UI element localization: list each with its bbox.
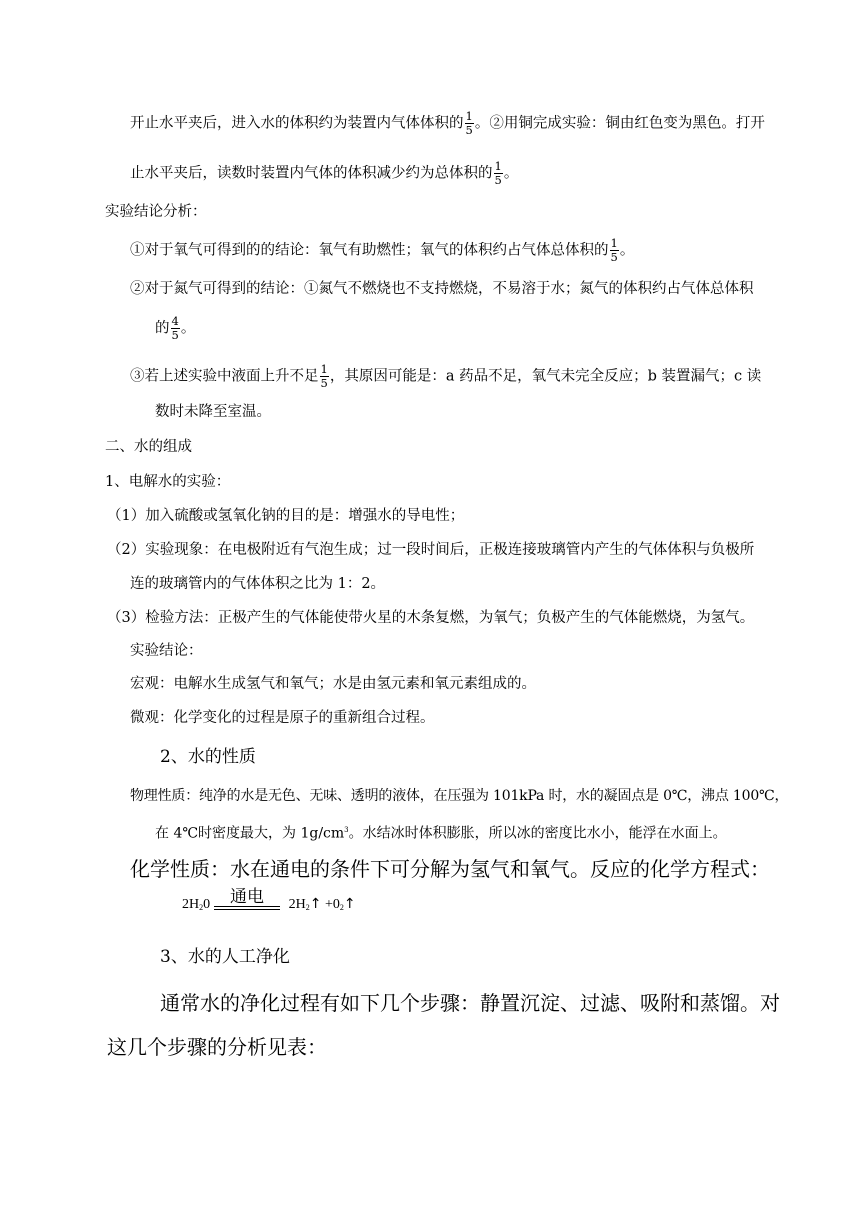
text-line: ②对于氮气可得到的结论：①氮气不燃烧也不支持燃烧，不易溶于水；氮气的体积约占气体总体积 [130, 281, 754, 297]
text-fragment: 的 [155, 320, 170, 337]
fraction [465, 110, 474, 137]
text-line [130, 160, 518, 187]
text-line: 这几个步骤的分析见表： [107, 1035, 327, 1059]
text-line: 宏观：电解水生成氢气和氧气；水是由氢元素和氧元素组成的。 [130, 676, 536, 692]
section-label: 实验结论分析： [105, 204, 207, 220]
chemical-equation [182, 887, 356, 913]
text-fragment: 。 [180, 320, 196, 337]
equation-term: 2H [182, 897, 200, 912]
text-line [130, 110, 765, 137]
fraction-numerator: 4 [171, 314, 179, 328]
text-fragment: 。 [619, 242, 635, 259]
subscript: 2 [339, 903, 344, 912]
fraction-denominator: 5 [610, 250, 618, 264]
text-line: 实验结论： [130, 643, 203, 659]
text-fragment: ①对于氧气可得到的的结论：氧气有助燃性；氧气的体积约占气体总体积的 [130, 242, 609, 259]
equals-line-bottom [214, 909, 280, 910]
fraction-numerator: 1 [494, 159, 502, 173]
fraction [494, 160, 503, 187]
text-line: 物理性质：纯净的水是无色、无味、透明的液体，在压强为 101kPa 时，水的凝固点是 0℃，沸点 100℃， [130, 788, 789, 804]
text-fragment: 。 [503, 165, 519, 182]
fraction-denominator: 5 [494, 173, 502, 187]
equation-term: 0 [203, 897, 211, 912]
text-fragment: 止水平夹后，读数时装置内气体的体积减少约为总体积的 [130, 165, 493, 182]
text-line [155, 820, 727, 844]
text-line: 通常水的净化过程有如下几个步骤：静置沉淀、过滤、吸附和蒸馏。对 [160, 991, 780, 1015]
text-line: 数时未降至室温。 [155, 404, 271, 420]
fraction-numerator: 1 [610, 236, 618, 250]
subsection-heading: 1、电解水的实验： [105, 474, 231, 490]
fraction [610, 237, 619, 264]
equals-line-top [214, 906, 280, 907]
subscript: 2 [199, 903, 204, 912]
section-heading: 二、水的组成 [105, 439, 192, 455]
text-line: 微观：化学变化的过程是原子的重新组合过程。 [130, 710, 435, 726]
reaction-condition: 通电 [230, 887, 264, 906]
fraction-denominator: 5 [320, 376, 328, 390]
text-fragment: 。水结冰时体积膨胀，所以冰的密度比水小，能浮在水面上。 [348, 825, 727, 842]
text-line: 连的玻璃管内的气体体积之比为 1：2。 [130, 576, 386, 592]
text-fragment: ，其原因可能是：a 药品不足，氧气未完全反应；b 装置漏气；c 读 [329, 368, 762, 385]
fraction-numerator: 1 [465, 109, 473, 123]
text-line: 化学性质：水在通电的条件下可分解为氢气和氧气。反应的化学方程式： [130, 857, 770, 881]
gas-arrow-icon: ↑ [309, 896, 322, 912]
text-line [155, 315, 195, 342]
text-line: （1）加入硫酸或氢氧化钠的目的是：增强水的导电性； [107, 508, 465, 524]
text-fragment: 。②用铜完成实验：铜由红色变为黑色。打开 [474, 115, 765, 132]
fraction-denominator: 5 [465, 123, 473, 137]
equation-term: +0 [324, 897, 340, 912]
text-fragment: 开止水平夹后，进入水的体积约为装置内气体体积的 [130, 115, 464, 132]
gas-arrow-icon: ↑ [343, 896, 356, 912]
text-line [130, 363, 761, 390]
text-fragment: 在 4℃时密度最大，为 1g/cm [155, 825, 345, 842]
text-line: （3）检验方法：正极产生的气体能使带火星的木条复燃，为氧气；负极产生的气体能燃烧，为氢气。 [107, 610, 755, 626]
fraction [171, 315, 180, 342]
fraction [320, 363, 329, 390]
text-line [130, 237, 634, 264]
text-line: （2）实验现象：在电极附近有气泡生成；过一段时间后，正极连接玻璃管内产生的气体体积与负极所 [107, 542, 755, 558]
section-heading: 2、水的性质 [160, 747, 256, 767]
fraction-numerator: 1 [320, 362, 328, 376]
section-heading: 3、水的人工净化 [160, 947, 290, 967]
fraction-denominator: 5 [171, 328, 179, 342]
superscript: 3 [344, 826, 349, 834]
text-fragment: ③若上述实验中液面上升不足 [130, 368, 319, 385]
equation-term: 2H [288, 897, 306, 912]
subscript: 2 [305, 903, 310, 912]
